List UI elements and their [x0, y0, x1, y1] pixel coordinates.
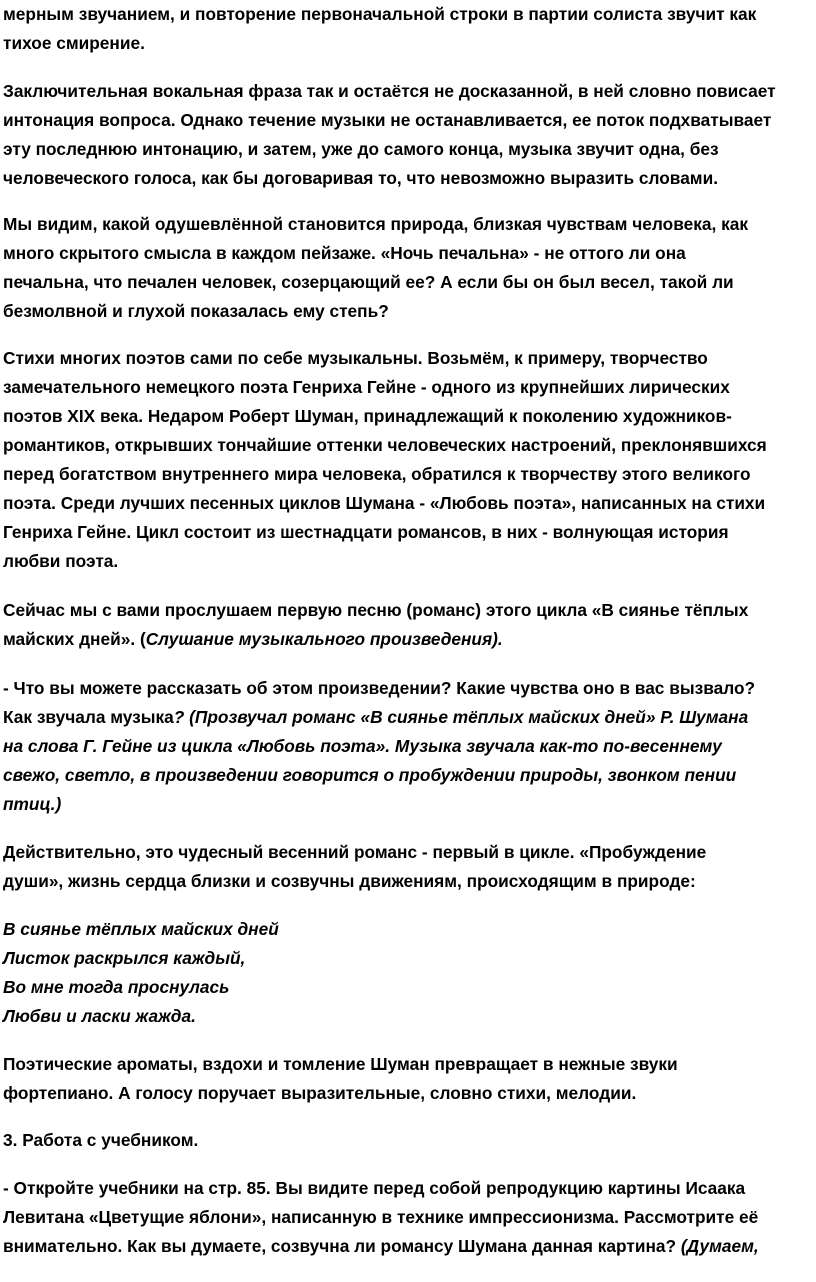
paragraph-7: [3, 838, 815, 896]
text-line: Стихи многих поэтов сами по себе музыкальны. Возьмём, к примеру, творчество: [3, 348, 708, 368]
text-line: перед богатством внутреннего мира человека, обратился к творчеству этого великого: [3, 464, 751, 484]
text-line: замечательного немецкого поэта Генриха Гейне - одного из крупнейших лирических: [3, 377, 730, 397]
text-line: Мы видим, какой одушевлённой становится природа, близкая чувствам человека, как: [3, 214, 748, 234]
text-line: поэтов XIX века. Недаром Роберт Шуман, принадлежащий к поколению художников-: [3, 406, 732, 426]
text-italic: (Думаем,: [680, 1236, 759, 1256]
text-line: Сейчас мы с вами прослушаем первую песню (романс) этого цикла «В сиянье тёплых: [3, 600, 749, 620]
section-heading: [3, 1126, 815, 1155]
text-line: [3, 703, 815, 732]
text-line: любви поэта.: [3, 551, 119, 571]
poem-line: Во мне тогда проснулась: [3, 977, 230, 997]
poem-quote: [3, 915, 815, 1031]
text-line-italic: на слова Г. Гейне из цикла «Любовь поэта». Музыка звучала как-то по-весеннему: [3, 736, 722, 756]
text-line: фортепиано. А голосу поручает выразительные, словно стихи, мелодии.: [3, 1083, 637, 1103]
text-line: Генриха Гейне. Цикл состоит из шестнадцати романсов, в них - волнующая история: [3, 522, 729, 542]
text-italic: Слушание музыкального произведения).: [145, 629, 503, 649]
text-normal: майских дней». (: [3, 629, 146, 649]
text-line: [3, 625, 815, 654]
text-line: [3, 1232, 815, 1261]
text-normal: внимательно. Как вы думаете, созвучна ли романсу Шумана данная картина?: [3, 1236, 681, 1256]
text-line: Действительно, это чудесный весенний романс - первый в цикле. «Пробуждение: [3, 842, 707, 862]
text-line: Левитана «Цветущие яблони», написанную в технике импрессионизма. Рассмотрите её: [3, 1207, 759, 1227]
paragraph-5: [3, 596, 815, 654]
text-line: безмолвной и глухой показалась ему степь?: [3, 301, 389, 321]
paragraph-6: [3, 674, 815, 819]
text-line: тихое смирение.: [3, 33, 145, 53]
text-line: человеческого голоса, как бы договаривая то, что невозможно выразить словами.: [3, 168, 719, 188]
poem-line: В сиянье тёплых майских дней: [3, 919, 279, 939]
text-line: Заключительная вокальная фраза так и остаётся не досказанной, в ней словно повисает: [3, 81, 776, 101]
paragraph-2: [3, 77, 815, 193]
text-line: 3. Работа с учебником.: [3, 1130, 199, 1150]
paragraph-10: [3, 1174, 815, 1261]
text-italic: ? (Прозвучал романс «В сиянье тёплых майских дней» Р. Шумана: [173, 707, 749, 727]
paragraph-1: [3, 0, 815, 58]
text-line: мерным звучанием, и повторение первоначальной строки в партии солиста звучит как: [3, 4, 757, 24]
text-line: много скрытого смысла в каждом пейзаже. «Ночь печальна» - не оттого ли она: [3, 243, 686, 263]
text-line-italic: свежо, светло, в произведении говорится о пробуждении природы, звонком пении: [3, 765, 737, 785]
text-line: печальна, что печален человек, созерцающий ее? А если бы он был весел, такой ли: [3, 272, 734, 292]
paragraph-4: [3, 344, 815, 576]
text-line: романтиков, открывших тончайшие оттенки человеческих настроений, преклонявшихся: [3, 435, 767, 455]
text-line-italic: птиц.): [3, 794, 62, 814]
text-line: - Откройте учебники на стр. 85. Вы видите перед собой репродукцию картины Исаака: [3, 1178, 746, 1198]
paragraph-3: [3, 210, 815, 326]
poem-line: Любви и ласки жажда.: [3, 1006, 196, 1026]
poem-line: Листок раскрылся каждый,: [3, 948, 246, 968]
text-line: Поэтические ароматы, вздохи и томление Шуман превращает в нежные звуки: [3, 1054, 678, 1074]
text-line: интонация вопроса. Однако течение музыки не останавливается, ее поток подхватывает: [3, 110, 772, 130]
text-line: души», жизнь сердца близки и созвучны движениям, происходящим в природе:: [3, 871, 696, 891]
text-line: - Что вы можете рассказать об этом произведении? Какие чувства оно в вас вызвало?: [3, 678, 756, 698]
text-line: эту последнюю интонацию, и затем, уже до самого конца, музыка звучит одна, без: [3, 139, 719, 159]
text-normal: Как звучала музыка: [3, 707, 174, 727]
paragraph-8: [3, 1050, 815, 1108]
text-line: поэта. Среди лучших песенных циклов Шумана - «Любовь поэта», написанных на стихи: [3, 493, 766, 513]
